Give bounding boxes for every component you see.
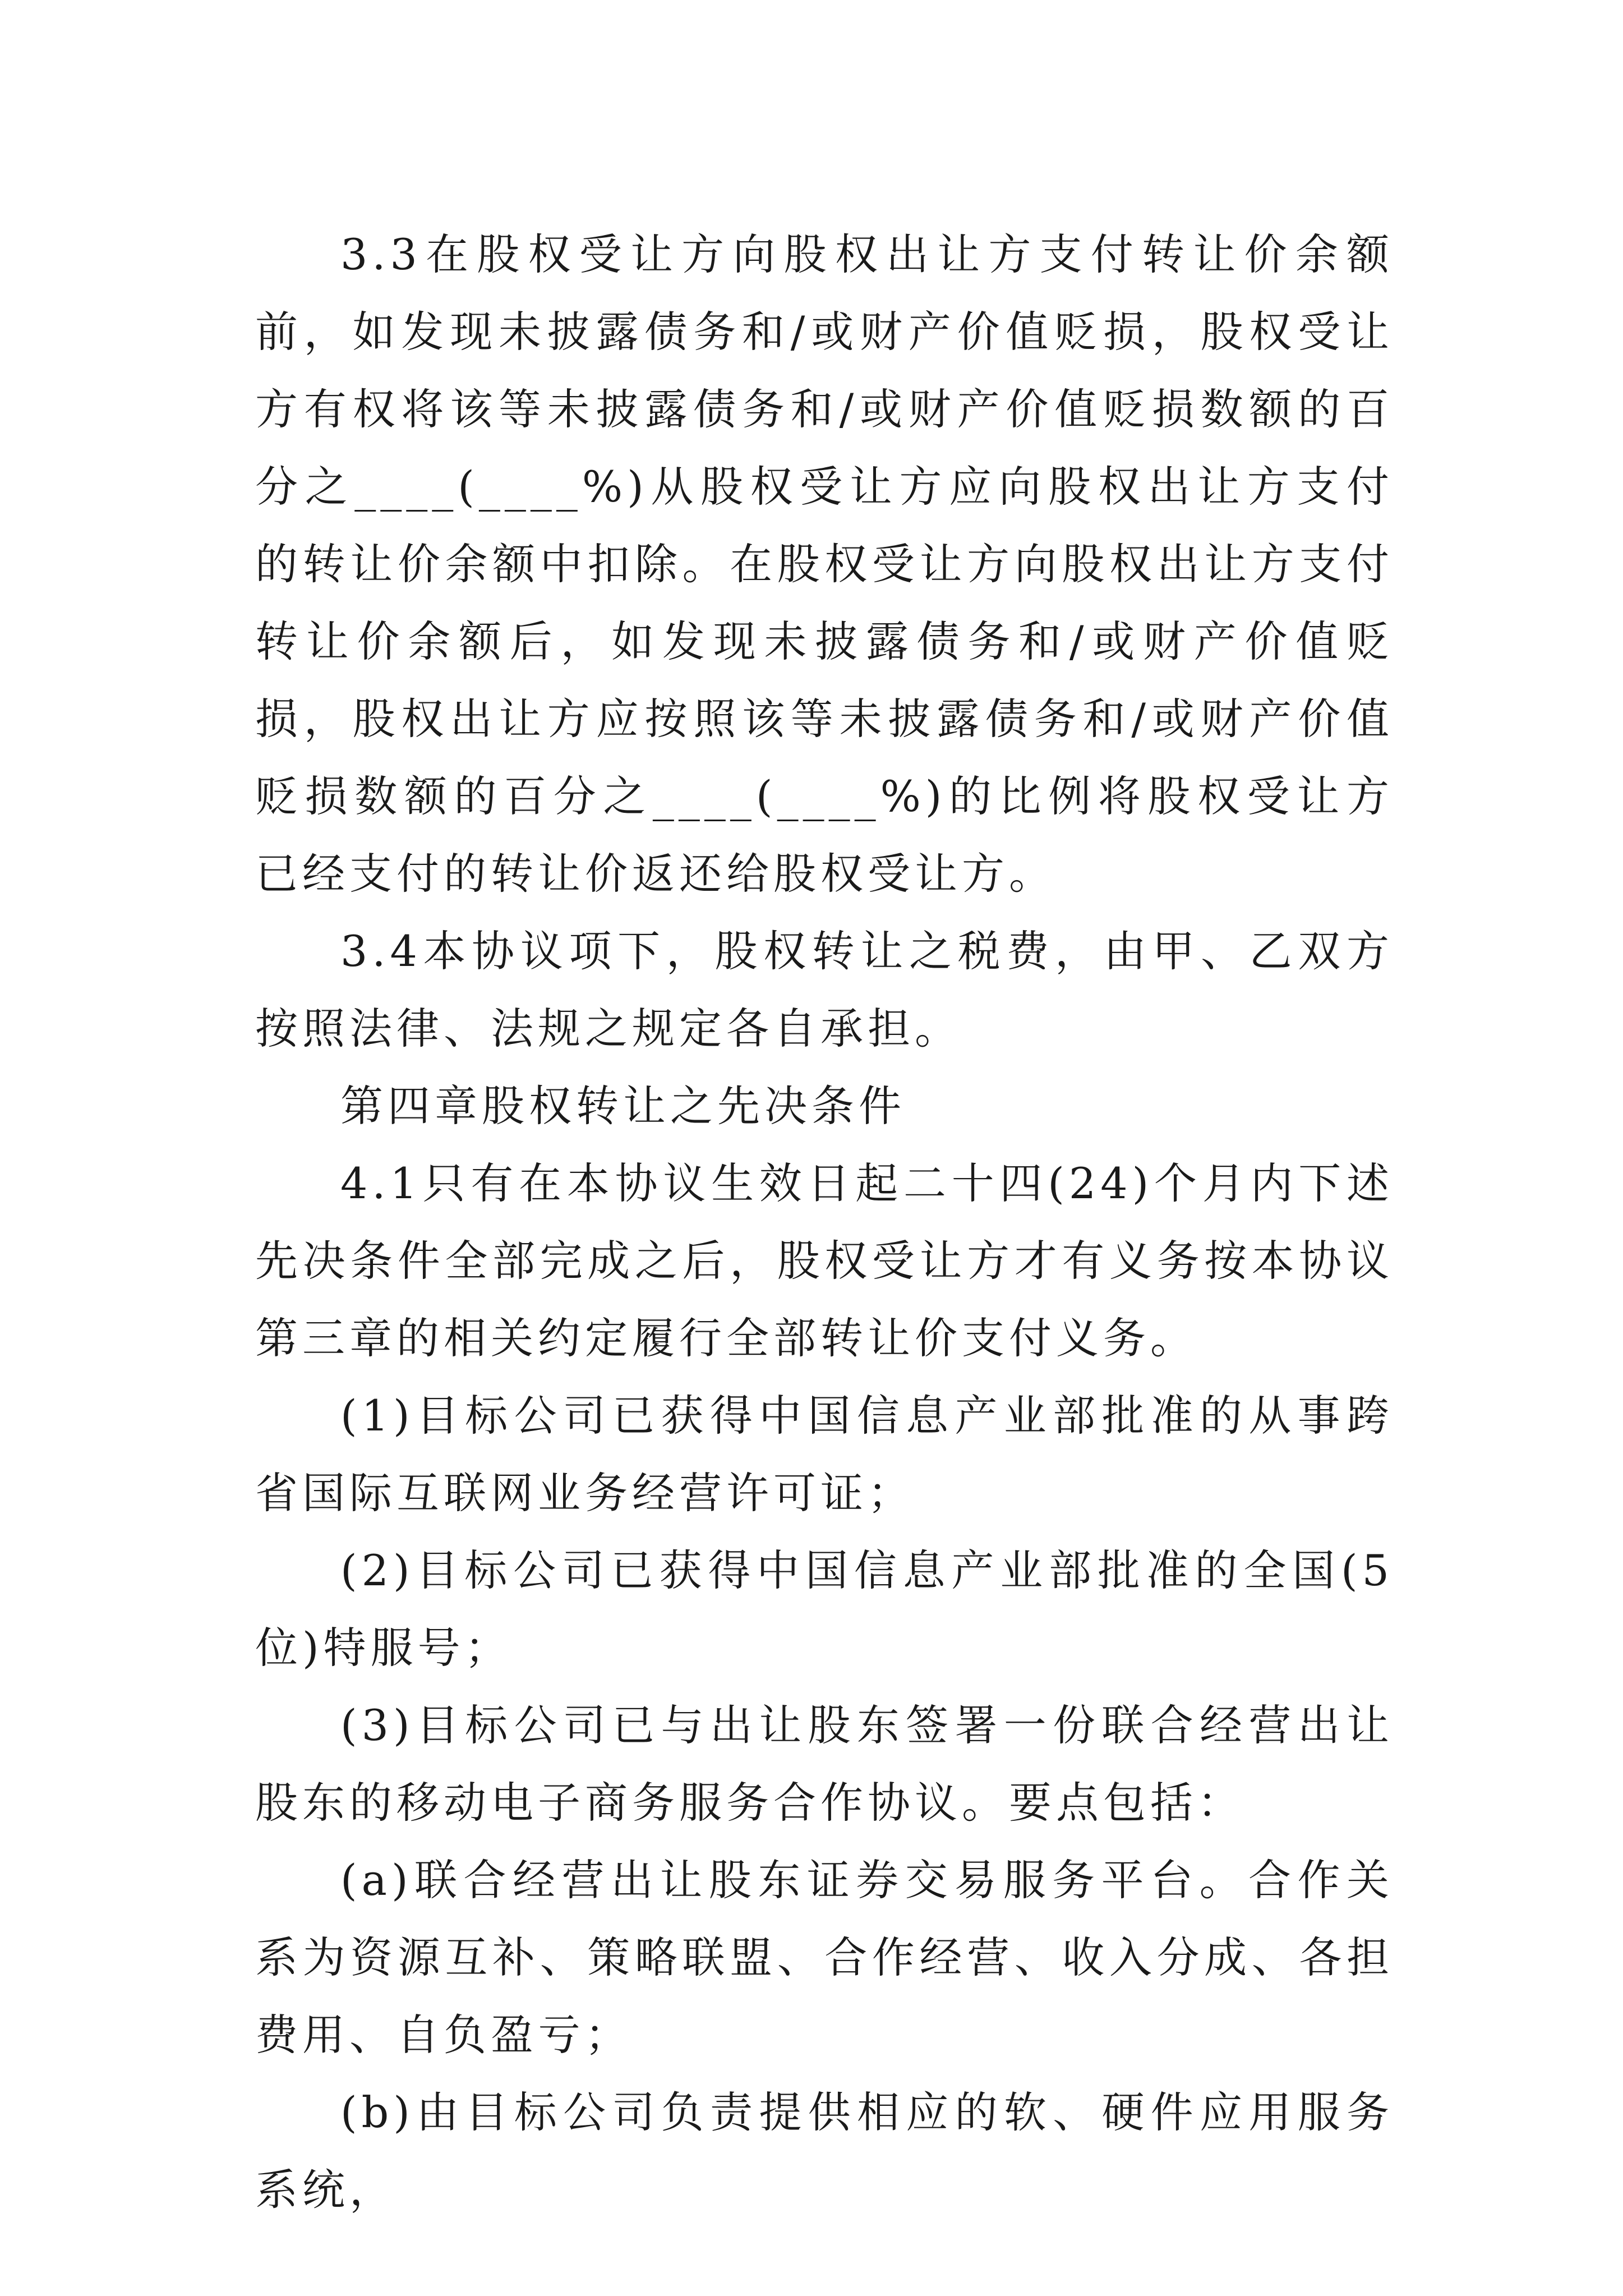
condition-3-b: (b)由目标公司负责提供相应的软、硬件应用服务系统，: [255, 2087, 1394, 2215]
paragraph-4-1: 4.1只有在本协议生效日起二十四(24)个月内下述先决条件全部完成之后，股权受让方才有义务按本协议第三章的相关约定履行全部转让价支付义务。: [255, 1158, 1394, 1363]
condition-3-a: (a)联合经营出让股东证券交易服务平台。合作关系为资源互补、策略联盟、合作经营、收入分成、各担费用、自负盈亏；: [255, 1855, 1394, 2060]
chapter-4-heading: 第四章股权转让之先决条件: [340, 1081, 906, 1131]
condition-2: (2)目标公司已获得中国信息产业部批准的全国(5位)特服号；: [255, 1545, 1394, 1673]
paragraph-3-4: 3.4本协议项下，股权转让之税费，由甲、乙双方按照法律、法规之规定各自承担。: [255, 926, 1394, 1053]
paragraph-3-3: 3.3在股权受让方向股权出让方支付转让价余额前，如发现未披露债务和/或财产价值贬损，股权受让方有权将该等未披露债务和/或财产价值贬损数额的百分之____(____%)从股权受让方应向股权出让方支付的转让价余额中扣除。在股权受让方向股权出让方支付转让价余额后，如发现未披露债务和/或财产价值贬损，股权出让方应按照该等未披露债务和/或财产价值贬损数额的百分之____(____%)的比例将股权受让方已经支付的转让价返还给股权受让方。: [255, 229, 1394, 899]
document-body: [255, 216, 1394, 2229]
condition-3: (3)目标公司已与出让股东签署一份联合经营出让股东的移动电子商务服务合作协议。要点包括：: [255, 1700, 1394, 1828]
condition-1: (1)目标公司已获得中国信息产业部批准的从事跨省国际互联网业务经营许可证；: [255, 1391, 1394, 1518]
